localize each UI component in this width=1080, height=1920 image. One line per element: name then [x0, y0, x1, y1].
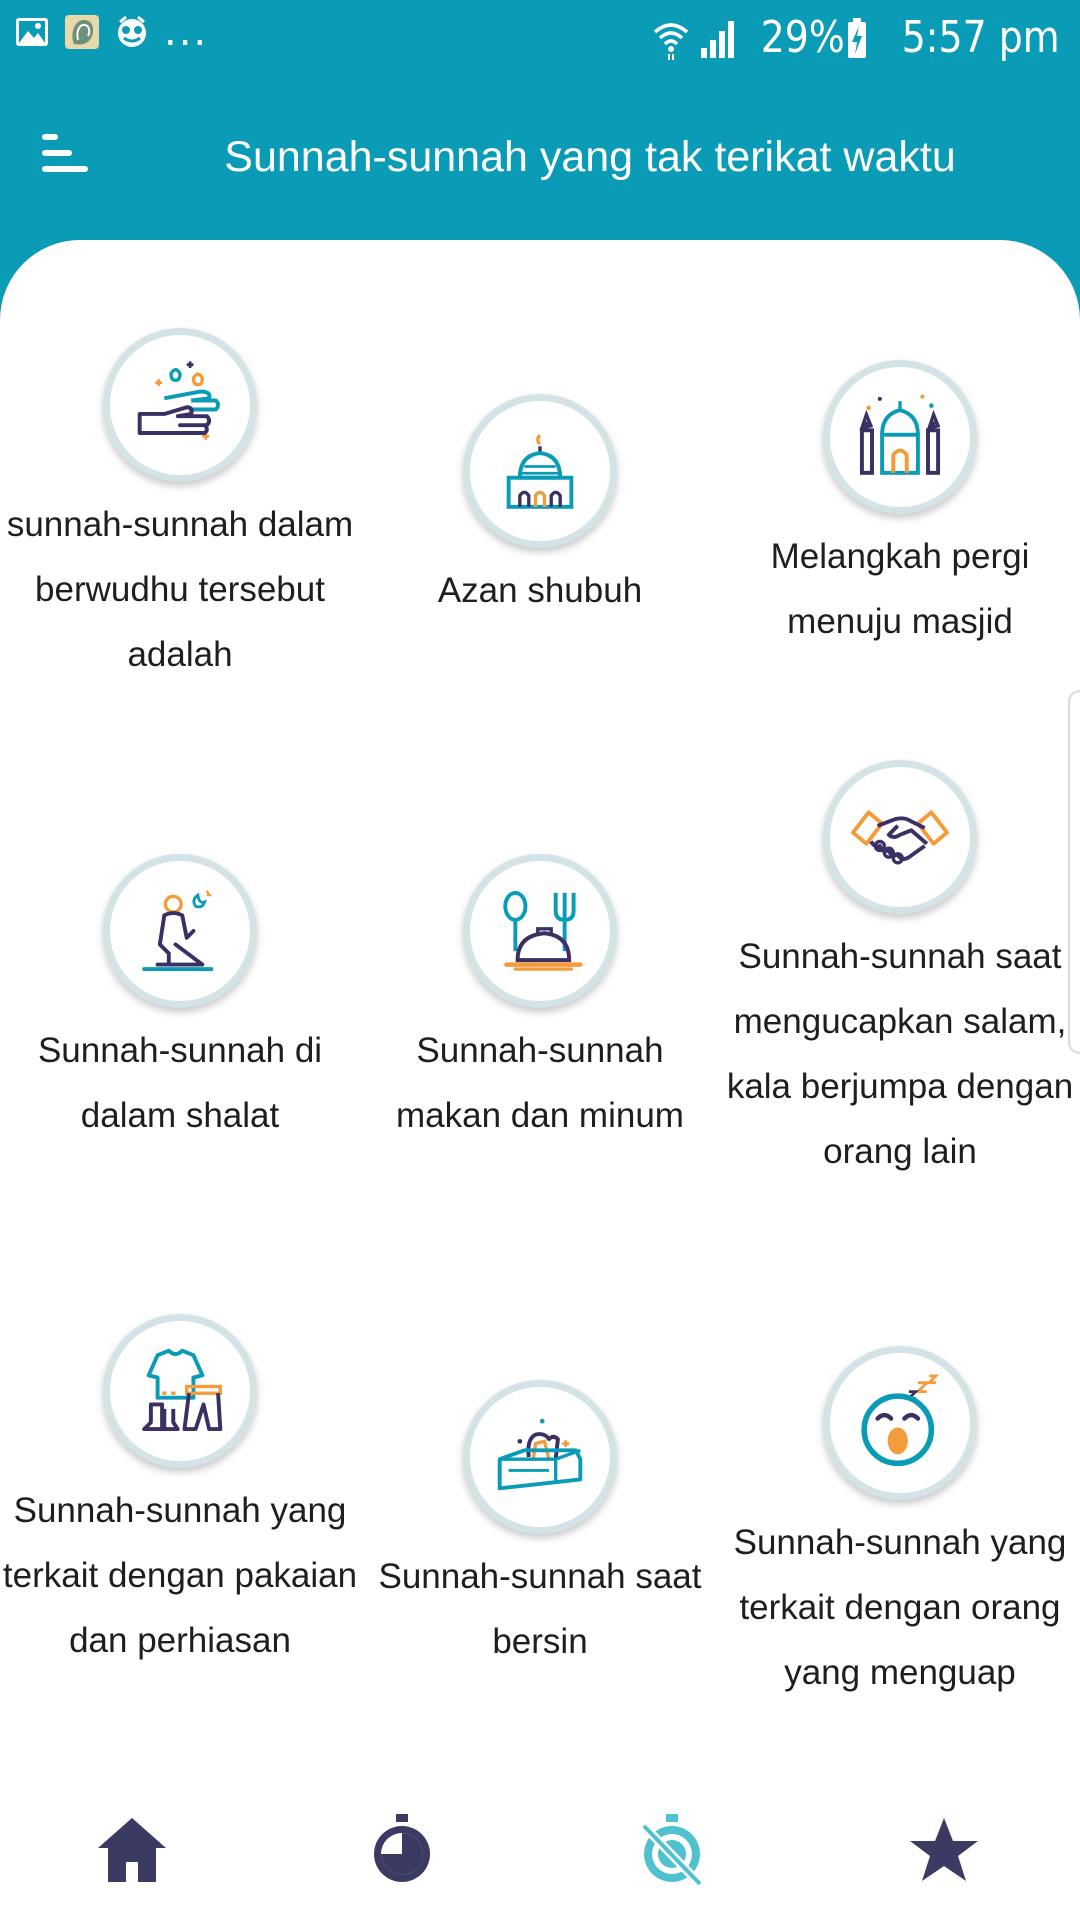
system-status [651, 10, 1060, 66]
more-notifications: ... [164, 9, 209, 55]
item-icon-circle [463, 1380, 617, 1534]
item-wudhu[interactable] [0, 328, 360, 687]
item-label: Sunnah-sunnah yang terkait dengan orang yang menguap [733, 1523, 1067, 1692]
clothing-icon [124, 1335, 236, 1447]
mosque-icon [844, 381, 956, 493]
item-salam[interactable] [720, 760, 1080, 1184]
app-notification-icon-2 [114, 14, 150, 50]
item-icon-circle [823, 1346, 977, 1500]
item-label: Sunnah-sunnah saat bersin [378, 1557, 702, 1661]
wifi-icon [651, 16, 691, 60]
item-icon-circle [103, 854, 257, 1008]
praying-man-icon [124, 875, 236, 987]
washing-hands-icon [124, 349, 236, 461]
page-title: Sunnah-sunnah yang tak terikat waktu [224, 133, 956, 181]
gallery-notification-icon [14, 14, 50, 50]
menu-icon [28, 120, 100, 192]
home-icon [92, 1810, 172, 1890]
item-icon-circle [823, 360, 977, 514]
bottom-navigation [0, 1790, 1080, 1920]
timer-off-icon [632, 1810, 712, 1890]
item-label: sunnah-sunnah dalam berwudhu tersebut adalah [6, 505, 354, 674]
status-bar [0, 0, 1080, 76]
app-notification-icon [64, 14, 100, 50]
timer-icon [362, 1810, 442, 1890]
item-label: Melangkah pergi menuju masjid [770, 537, 1030, 641]
app-bar [0, 80, 1080, 230]
mosque-dome-icon [484, 415, 596, 527]
nav-timer[interactable] [362, 1810, 442, 1890]
nav-home[interactable] [92, 1810, 172, 1890]
item-icon-circle [463, 394, 617, 548]
dining-icon [484, 875, 596, 987]
item-pakaian[interactable] [0, 1314, 360, 1673]
battery-percent: 29% [760, 12, 845, 63]
nav-favorites[interactable] [904, 1810, 984, 1890]
item-masjid[interactable] [720, 360, 1080, 654]
battery-charging-icon [846, 16, 868, 60]
item-icon-circle [463, 854, 617, 1008]
item-label: Sunnah-sunnah makan dan minum [396, 1031, 684, 1135]
clock: 5:57 pm [902, 12, 1060, 63]
notification-icons [14, 9, 209, 55]
item-azan[interactable] [360, 394, 720, 623]
item-label: Sunnah-sunnah saat mengucapkan salam, kala berjumpa dengan orang lain [726, 937, 1074, 1171]
handshake-icon [844, 781, 956, 893]
item-label: Azan shubuh [437, 571, 643, 610]
item-icon-circle [823, 760, 977, 914]
item-shalat[interactable] [0, 854, 360, 1148]
signal-icon [699, 16, 739, 60]
item-bersin[interactable] [360, 1380, 720, 1674]
item-makan[interactable] [360, 854, 720, 1148]
menu-button[interactable] [28, 120, 100, 192]
item-label: Sunnah-sunnah yang terkait dengan pakaian dan perhiasan [2, 1491, 358, 1660]
yawning-face-icon [844, 1367, 956, 1479]
star-icon [904, 1810, 984, 1890]
item-icon-circle [103, 1314, 257, 1468]
item-menguap[interactable] [720, 1346, 1080, 1705]
nav-timer-off[interactable] [632, 1810, 712, 1890]
item-icon-circle [103, 328, 257, 482]
tissue-box-icon [484, 1401, 596, 1513]
item-label: Sunnah-sunnah di dalam shalat [37, 1031, 323, 1135]
